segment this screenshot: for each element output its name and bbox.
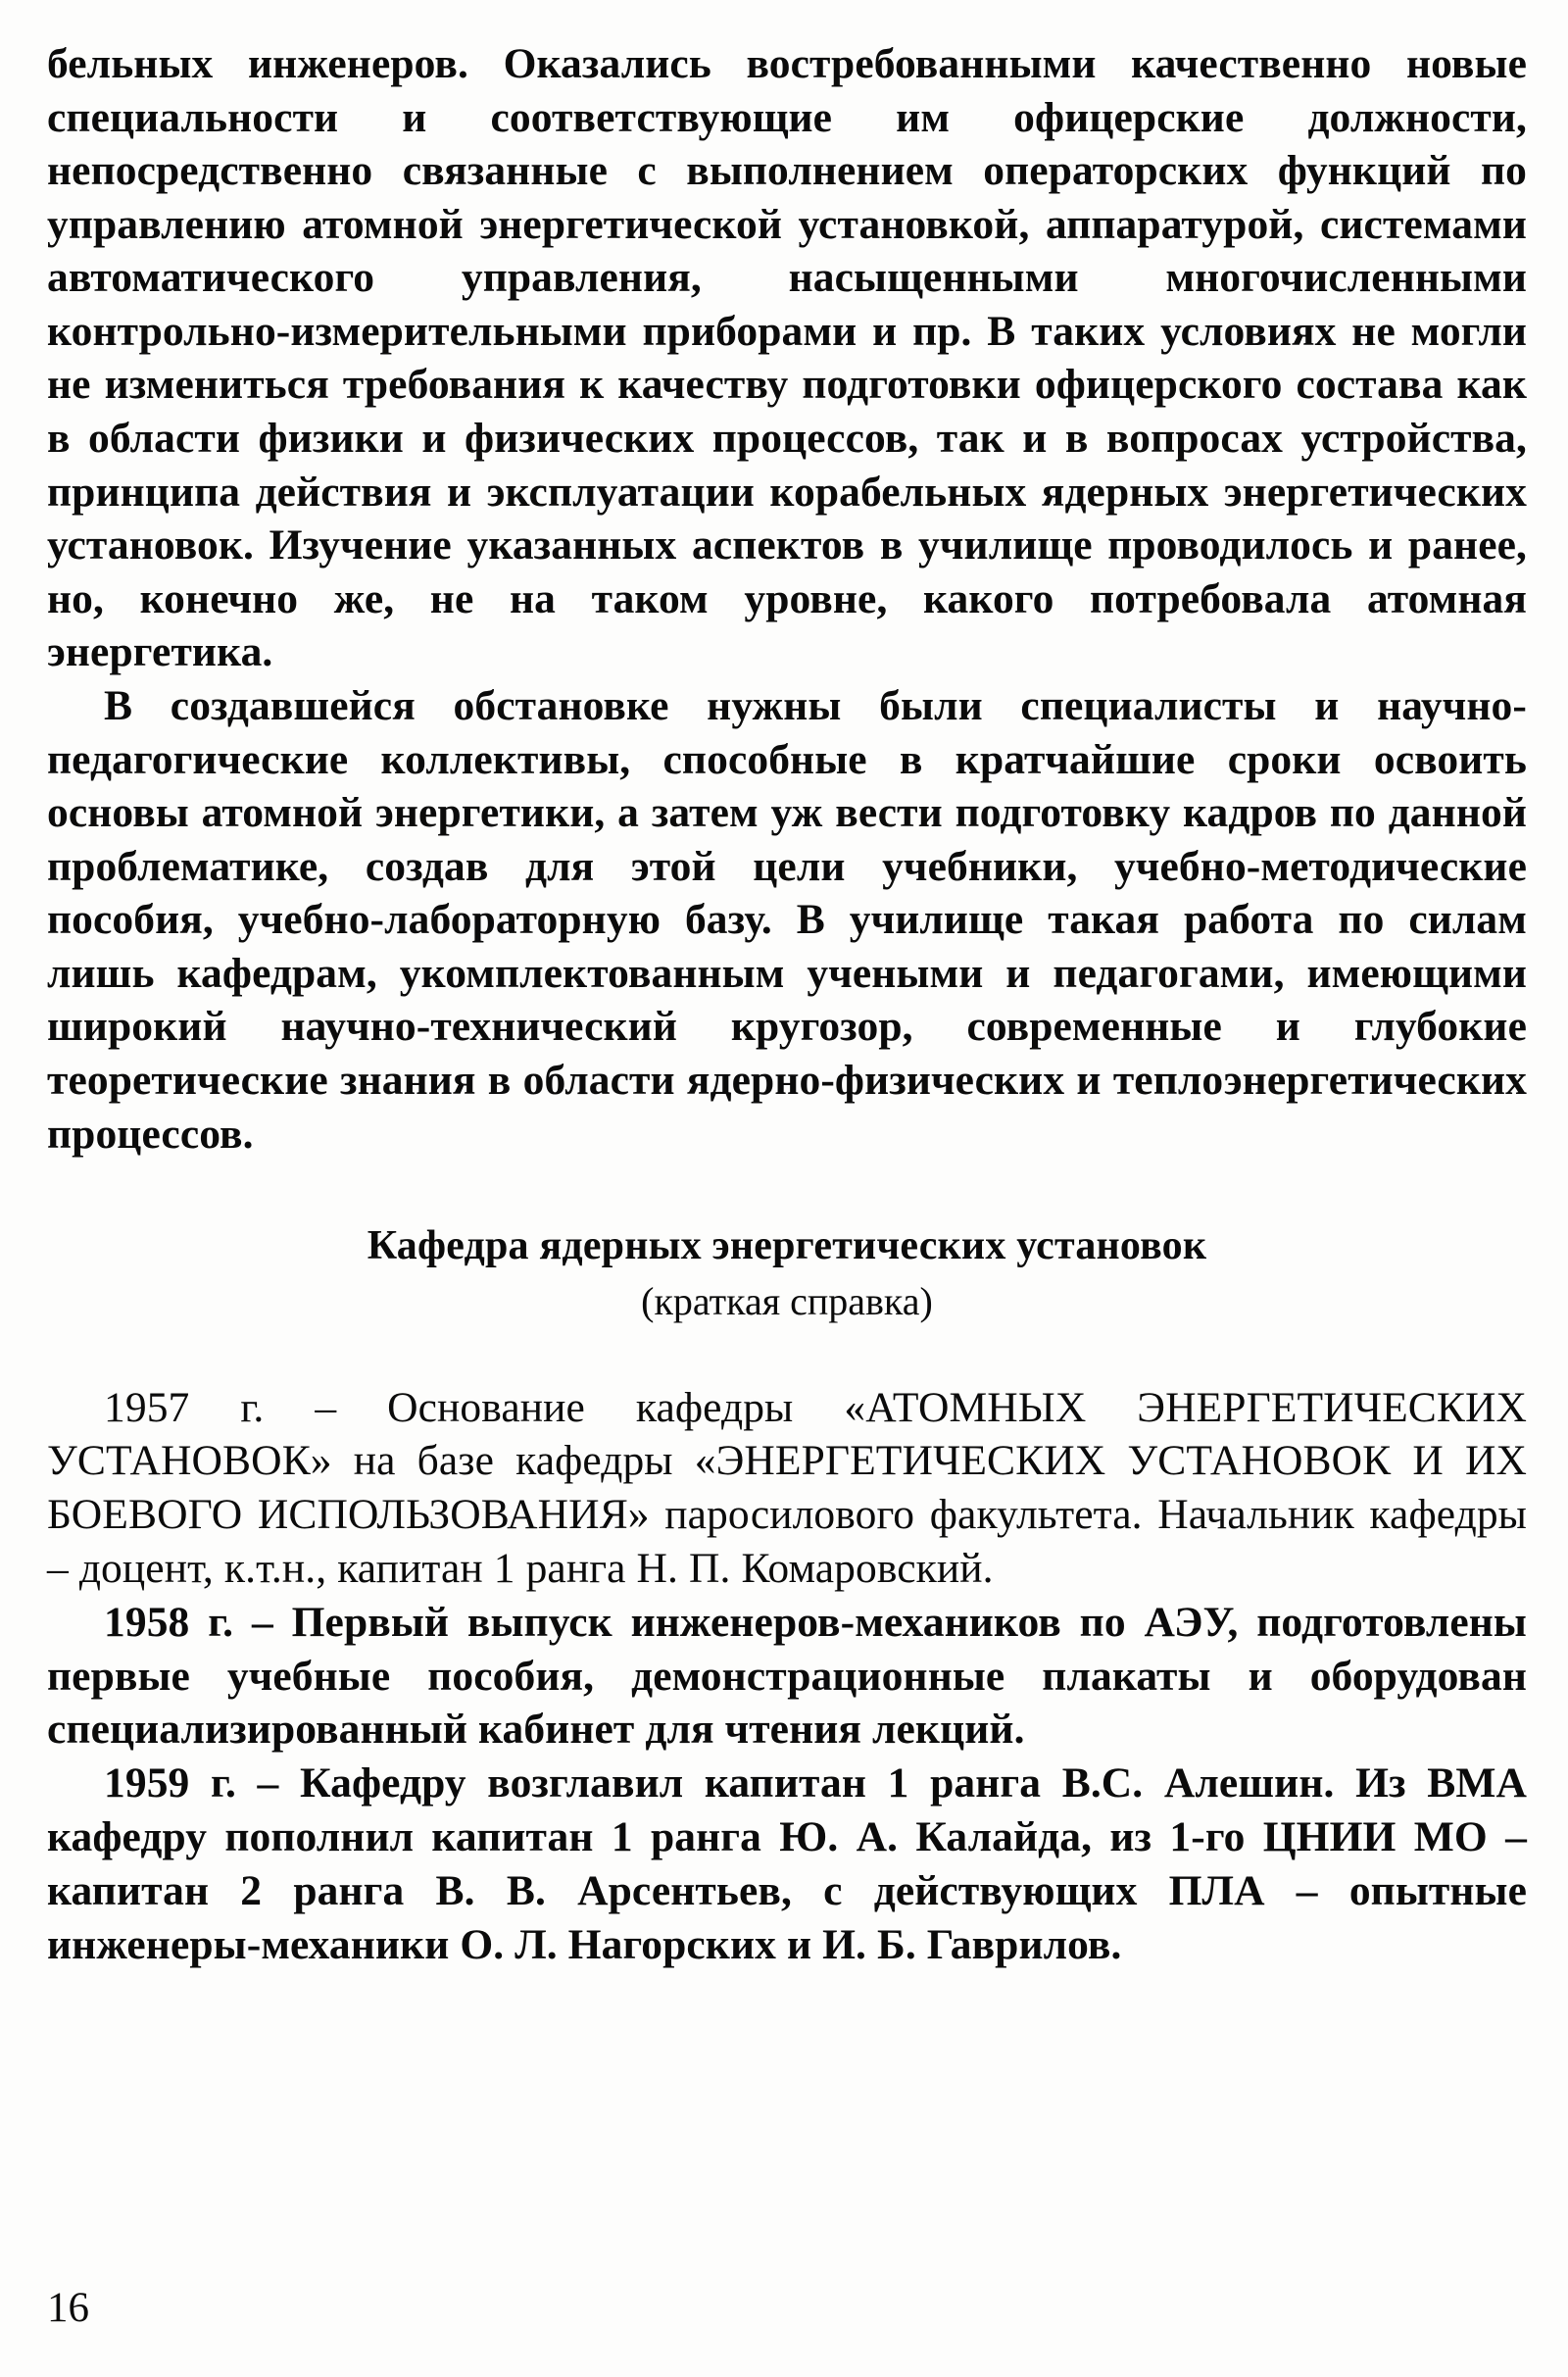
- section-subtitle: (краткая справка): [641, 1278, 933, 1323]
- history-entry-1958: 1958 г. – Первый выпуск инженеров-механиков по АЭУ, подготовлены первые учебные пособия, демонстрационные плакаты и оборудован специализированный кабинет для чтения лекций.: [47, 1598, 1527, 1754]
- history-list: [47, 1381, 1527, 1972]
- history-entry-1957: 1957 г. – Основание кафедры «АТОМНЫХ ЭНЕРГЕТИЧЕСКИХ УСТАНОВОК» на базе кафедры «ЭНЕРГЕТИЧЕСКИХ УСТАНОВОК И ИХ БОЕВОГО ИСПОЛЬЗОВАНИЯ» паросилового факультета. Начальник кафедры – доцент, к.т.н., капитан 1 ранга Н. П. Комаровский.: [47, 1383, 1527, 1592]
- body-paragraph-2: В создавшейся обстановке нужны были специалисты и научно-педагогические коллективы, способные в кратчайшие сроки освоить основы атомной энергетики, а затем уж вести подготовку кадров по данной проблематике, создав для этой цели учебники, учебно-методические пособия, учебно-лабораторную базу. В училище такая работа по силам лишь кафедрам, укомплектованным учеными и педагогами, имеющими широкий научно-технический кругозор, современные и глубокие теоретические знания в области ядерно-физических и теплоэнергетических процессов.: [47, 681, 1527, 1158]
- page-content: [47, 37, 1527, 1971]
- section-heading: [47, 1221, 1527, 1325]
- section-title: Кафедра ядерных энергетических установок: [367, 1223, 1207, 1269]
- body-paragraph-1: бельных инженеров. Оказались востребованными качественно новые специальности и соответствующие им офицерские должности, непосредственно связанные с выполнением операторских функций по управлению атомной энергетической установкой, аппаратурой, системами автоматического управления, насыщенными многочисленными контрольно-измерительными приборами и пр. В таких условиях не могли не измениться требования к качеству подготовки офицерского состава как в области физики и физических процессов, так и в вопросах устройства, принципа действия и эксплуатации корабельных ядерных энергетических установок. Изучение указанных аспектов в училище проводилось и ранее, но, конечно же, не на таком уровне, какого потребовала атомная энергетика.: [47, 40, 1527, 676]
- history-entry-1959: 1959 г. – Кафедру возглавил капитан 1 ранга В.С. Алешин. Из ВМА кафедру пополнил капитан 1 ранга Ю. А. Калайда, из 1-го ЦНИИ МО – капитан 2 ранга В. В. Арсентьев, с действующих ПЛА – опытные инженеры-механики О. Л. Нагорских и И. Б. Гаврилов.: [47, 1759, 1527, 1968]
- page-number: 16: [47, 2285, 89, 2331]
